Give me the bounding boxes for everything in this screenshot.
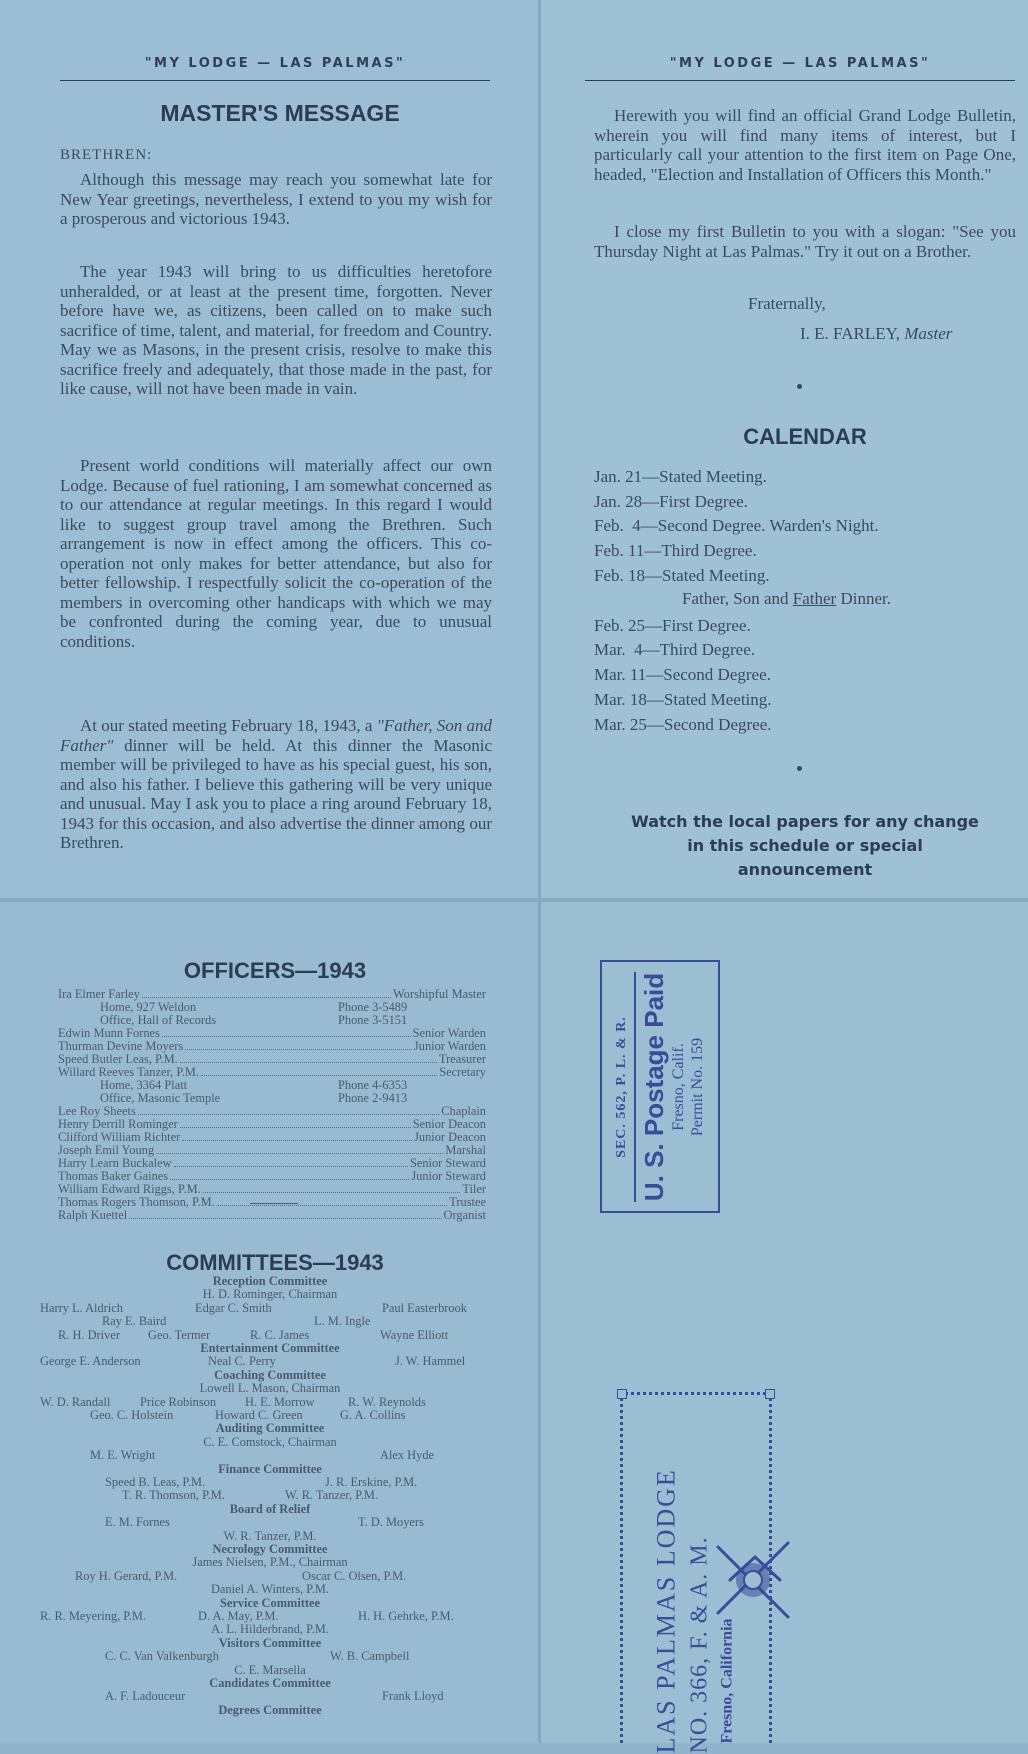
committee-member: H. E. Morrow — [245, 1394, 315, 1409]
schedule-notice: Watch the local papers for any change in this schedule or special announcement — [631, 812, 979, 879]
calendar-entry: Feb. 11—Third Degree. — [594, 541, 757, 560]
message-paragraph-3: Present world conditions will materially affect our own Lodge. Because of fuel rationing, I am somewhat concerned as to our attendance at regular meetings. In this regard I would like to suggest group travel among the Brethren. Such arrangement is now in effect among the officers. This co-operation not only makes for better attendance, but also for better fellowship. I respectfully solicit the co-operation of the members in overcoming other handicaps with which we may be confronted during the coming year, due to unusual conditions. — [60, 456, 492, 651]
signature: I. E. FARLEY, Master — [800, 324, 953, 343]
committee-members — [40, 1516, 500, 1529]
officer-row: Lee Roy Sheets Chaplain — [58, 1104, 486, 1118]
committee-member: Wayne Elliott — [380, 1327, 449, 1342]
calendar-entry-subline: Father, Son and Father Dinner. — [682, 589, 891, 608]
officer-row: William Edward Riggs, P.M. Tiler — [58, 1182, 486, 1196]
committee-member: Oscar C. Olsen, P.M. — [302, 1568, 407, 1583]
committee-members — [40, 1396, 500, 1409]
committee-chair: Daniel A. Winters, P.M. — [210, 1582, 329, 1597]
officer-row: Thomas Baker Gaines Junior Steward — [58, 1169, 486, 1183]
section-divider — [250, 1203, 298, 1204]
running-header-left: "MY LODGE — LAS PALMAS" — [144, 56, 406, 71]
committee-member: R. H. Driver — [58, 1327, 120, 1342]
vertical-fold — [538, 0, 541, 1743]
committee-chair: A. L. Hilderbrand, P.M. — [211, 1622, 329, 1637]
committee-chair: W. R. Tanzer, P.M. — [223, 1528, 317, 1543]
committee-name: Reception Committee — [212, 1274, 328, 1288]
calendar-entry: Feb. 25—First Degree. — [594, 616, 751, 635]
committee-member: Frank Lloyd — [382, 1689, 444, 1704]
committee-name: Service Committee — [219, 1595, 321, 1610]
calendar-entry: Mar. 11—Second Degree. — [594, 665, 771, 684]
committee-member: A. F. Ladouceur — [105, 1689, 186, 1704]
salutation: BRETHREN: — [60, 147, 153, 163]
committee-members — [40, 1449, 500, 1462]
message-paragraph-4: At our stated meeting February 18, 1943, a "Father, Son and Father" dinner will be held. At this dinner the Masonic member will be privileged to have as his special guest, his son, and also his father. I believe this gathering will be very unique and unusual. May I ask you to place a ring around February 18, 1943 for this occasion, and also advertise the dinner among our Brethren. — [60, 716, 492, 852]
committee-member: R. W. Reynolds — [348, 1394, 426, 1409]
committee-chair: Lowell L. Mason, Chairman — [199, 1381, 341, 1396]
committee-member: W. R. Tanzer, P.M. — [285, 1488, 378, 1503]
calendar-entry: Jan. 28—First Degree. — [594, 492, 748, 511]
committee-members — [40, 1476, 500, 1489]
officer-row: Thurman Devine Moyers Junior Warden — [58, 1039, 486, 1053]
committee-members — [40, 1409, 500, 1422]
committee-members — [40, 1690, 500, 1703]
committee-chair: James Nielsen, P.M., Chairman — [192, 1555, 348, 1570]
committee-member: Alex Hyde — [380, 1448, 435, 1463]
committee-members — [40, 1315, 500, 1328]
committee-member: M. E. Wright — [90, 1448, 156, 1463]
calendar-entry: Feb. 4—Second Degree. Warden's Night. — [594, 516, 879, 535]
committee-member: Geo. C. Holstein — [90, 1407, 174, 1422]
committee-member: Harry L. Aldrich — [40, 1300, 123, 1315]
committee-name: Finance Committee — [218, 1461, 322, 1476]
committee-member: H. H. Gehrke, P.M. — [358, 1608, 454, 1623]
committee-member: W. D. Randall — [40, 1394, 111, 1409]
committee-member: Howard C. Green — [215, 1407, 303, 1422]
committee-members — [40, 1302, 500, 1315]
committee-member: J. R. Erskine, P.M. — [325, 1474, 418, 1489]
stamp-city: Fresno, Calif. — [670, 1042, 687, 1131]
committee-chair: H. D. Rominger, Chairman — [202, 1287, 338, 1302]
officer-contact: Home, 927 Weldon Phone 3-5489 — [100, 1000, 408, 1014]
officer-row: Edwin Munn Fornes Senior Warden — [58, 1026, 486, 1040]
calendar-entry: Mar. 18—Stated Meeting. — [594, 690, 772, 709]
calendar-entry: Mar. 4—Third Degree. — [594, 640, 755, 659]
committee-name: Candidates Committee — [209, 1675, 331, 1690]
committee-member: George E. Anderson — [40, 1354, 141, 1369]
officer-row: Ira Elmer Farley Worshipful Master — [58, 987, 486, 1001]
officer-row: Thomas Rogers Thomson, P.M. Trustee — [58, 1195, 486, 1209]
committee-member: D. A. May, P.M. — [198, 1608, 279, 1623]
stamp-postage-paid: U. S. Postage Paid — [639, 972, 669, 1201]
calendar-entry: Mar. 25—Second Degree. — [594, 715, 772, 734]
lodge-name: LAS PALMAS LODGE — [651, 1468, 681, 1754]
masters-message-title: MASTER'S MESSAGE — [160, 100, 400, 126]
officer-row: Speed Butler Leas, P.M. Treasurer — [58, 1052, 486, 1066]
committee-member: Edgar C. Smith — [195, 1300, 272, 1315]
officer-row: Henry Derrill Rominger Senior Deacon — [58, 1117, 486, 1131]
committee-member: Neal C. Perry — [208, 1354, 276, 1369]
officer-contact: Home, 3364 Platt Phone 4-6353 — [100, 1078, 408, 1092]
square-and-compass-icon — [710, 1535, 800, 1630]
officer-row: Harry Learn Buckalew Senior Steward — [58, 1156, 486, 1170]
committee-member: C. C. Van Valkenburgh — [105, 1649, 219, 1664]
committee-members — [40, 1650, 500, 1663]
separator-dot-2 — [797, 766, 802, 771]
committee-members — [40, 1610, 500, 1623]
calendar-entry: Jan. 21—Stated Meeting. — [594, 467, 767, 486]
committee-member: Ray E. Baird — [102, 1314, 167, 1329]
message-paragraph-2: The year 1943 will bring to us difficulties heretofore unheralded, or at least at the present time, forgotten. Never before have we, as citizens, been called on to make such sacrifice of time, talent, and material, for freedom and Country. May we as Masons, in the present crisis, resolve to make this sacrifice freely and adequately, that those made in the past, for like cause, will not have been made in vain. — [60, 262, 492, 398]
stamp-permit: Permit No. 159 — [689, 1037, 706, 1136]
officer-contact: Office, Masonic Temple Phone 2-9413 — [100, 1091, 408, 1105]
committee-member: Roy H. Gerard, P.M. — [75, 1568, 178, 1583]
message-continued-1: Herewith you will find an official Grand Lodge Bulletin, wherein you will find many items of interest, but I particularly call your attention to the first item on Page One, headed, "Election and Installation of Officers this Month." — [594, 106, 1016, 184]
committee-name: Degrees Committee — [218, 1702, 322, 1717]
committee-members — [40, 1570, 500, 1583]
calendar-title: CALENDAR — [743, 424, 867, 449]
committee-members — [40, 1355, 500, 1368]
postage-permit-stamp — [600, 960, 720, 1213]
officers-title: OFFICERS—1943 — [183, 958, 367, 983]
message-continued-2: I close my first Bulletin to you with a slogan: "See you Thursday Night at Las Palmas." Try it out on a Brother. — [594, 222, 1016, 261]
committee-member: G. A. Collins — [340, 1407, 406, 1422]
header-rule-left — [60, 80, 490, 81]
committee-members — [40, 1489, 500, 1502]
committee-member: E. M. Fornes — [105, 1515, 170, 1530]
officer-row: Willard Reeves Tanzer, P.M. Secretary — [58, 1065, 486, 1079]
committee-member: W. B. Campbell — [330, 1649, 410, 1664]
committee-name: Coaching Committee — [214, 1367, 326, 1382]
committee-name: Auditing Committee — [215, 1421, 325, 1436]
stamp-section-line: SEC. 562, P. L. & R. — [614, 1015, 629, 1158]
officers-list — [58, 988, 486, 1222]
committee-members — [40, 1329, 500, 1342]
committee-member: R. C. James — [250, 1327, 310, 1342]
committee-name: Entertainment Committee — [200, 1340, 340, 1355]
committee-member: Geo. Termer — [148, 1327, 211, 1342]
committee-name: Necrology Committee — [212, 1541, 328, 1556]
separator-dot-1 — [797, 384, 802, 389]
committees-title: COMMITTEES—1943 — [166, 1250, 384, 1275]
committee-member: T. D. Moyers — [358, 1515, 424, 1530]
lodge-number: NO. 366, F. & A. M. — [686, 1536, 713, 1754]
officer-row: Clifford William Richter Junior Deacon — [58, 1130, 486, 1144]
message-paragraph-1: Although this message may reach you somewhat late for New Year greetings, nevertheless, I extend to you my wish for a prosperous and victorious 1943. — [60, 170, 492, 228]
committee-member: J. W. Hammel — [395, 1354, 466, 1369]
officer-row: Joseph Emil Young Marshal — [58, 1143, 486, 1157]
committee-member: L. M. Ingle — [314, 1314, 371, 1329]
committee-member: Speed B. Leas, P.M. — [105, 1474, 206, 1489]
horizontal-fold — [0, 898, 1028, 902]
committee-member: T. R. Thomson, P.M. — [122, 1488, 225, 1503]
stamp-rule — [634, 972, 636, 1202]
corner-ornament — [765, 1389, 775, 1399]
calendar-entry: Feb. 18—Stated Meeting. — [594, 566, 770, 585]
committee-name: Visitors Committee — [218, 1635, 322, 1650]
officer-row: Ralph Kuettel Organist — [58, 1208, 486, 1222]
committee-member: R. R. Meyering, P.M. — [40, 1608, 147, 1623]
corner-ornament — [617, 1389, 627, 1399]
committee-member: Price Robinson — [140, 1394, 217, 1409]
committee-name: Board of Relief — [229, 1501, 311, 1516]
officer-contact: Office, Hall of Records Phone 3-5151 — [100, 1013, 408, 1027]
closing: Fraternally, — [748, 294, 826, 313]
lodge-city: Fresno, California — [718, 1618, 736, 1744]
committees-list — [40, 1275, 500, 1717]
committee-chair: C. E. Marsella — [234, 1662, 306, 1677]
running-header-right: "MY LODGE — LAS PALMAS" — [669, 56, 931, 71]
committee-chair: C. E. Comstock, Chairman — [203, 1434, 337, 1449]
committee-member: Paul Easterbrook — [382, 1300, 467, 1315]
header-rule-right — [585, 80, 1015, 81]
